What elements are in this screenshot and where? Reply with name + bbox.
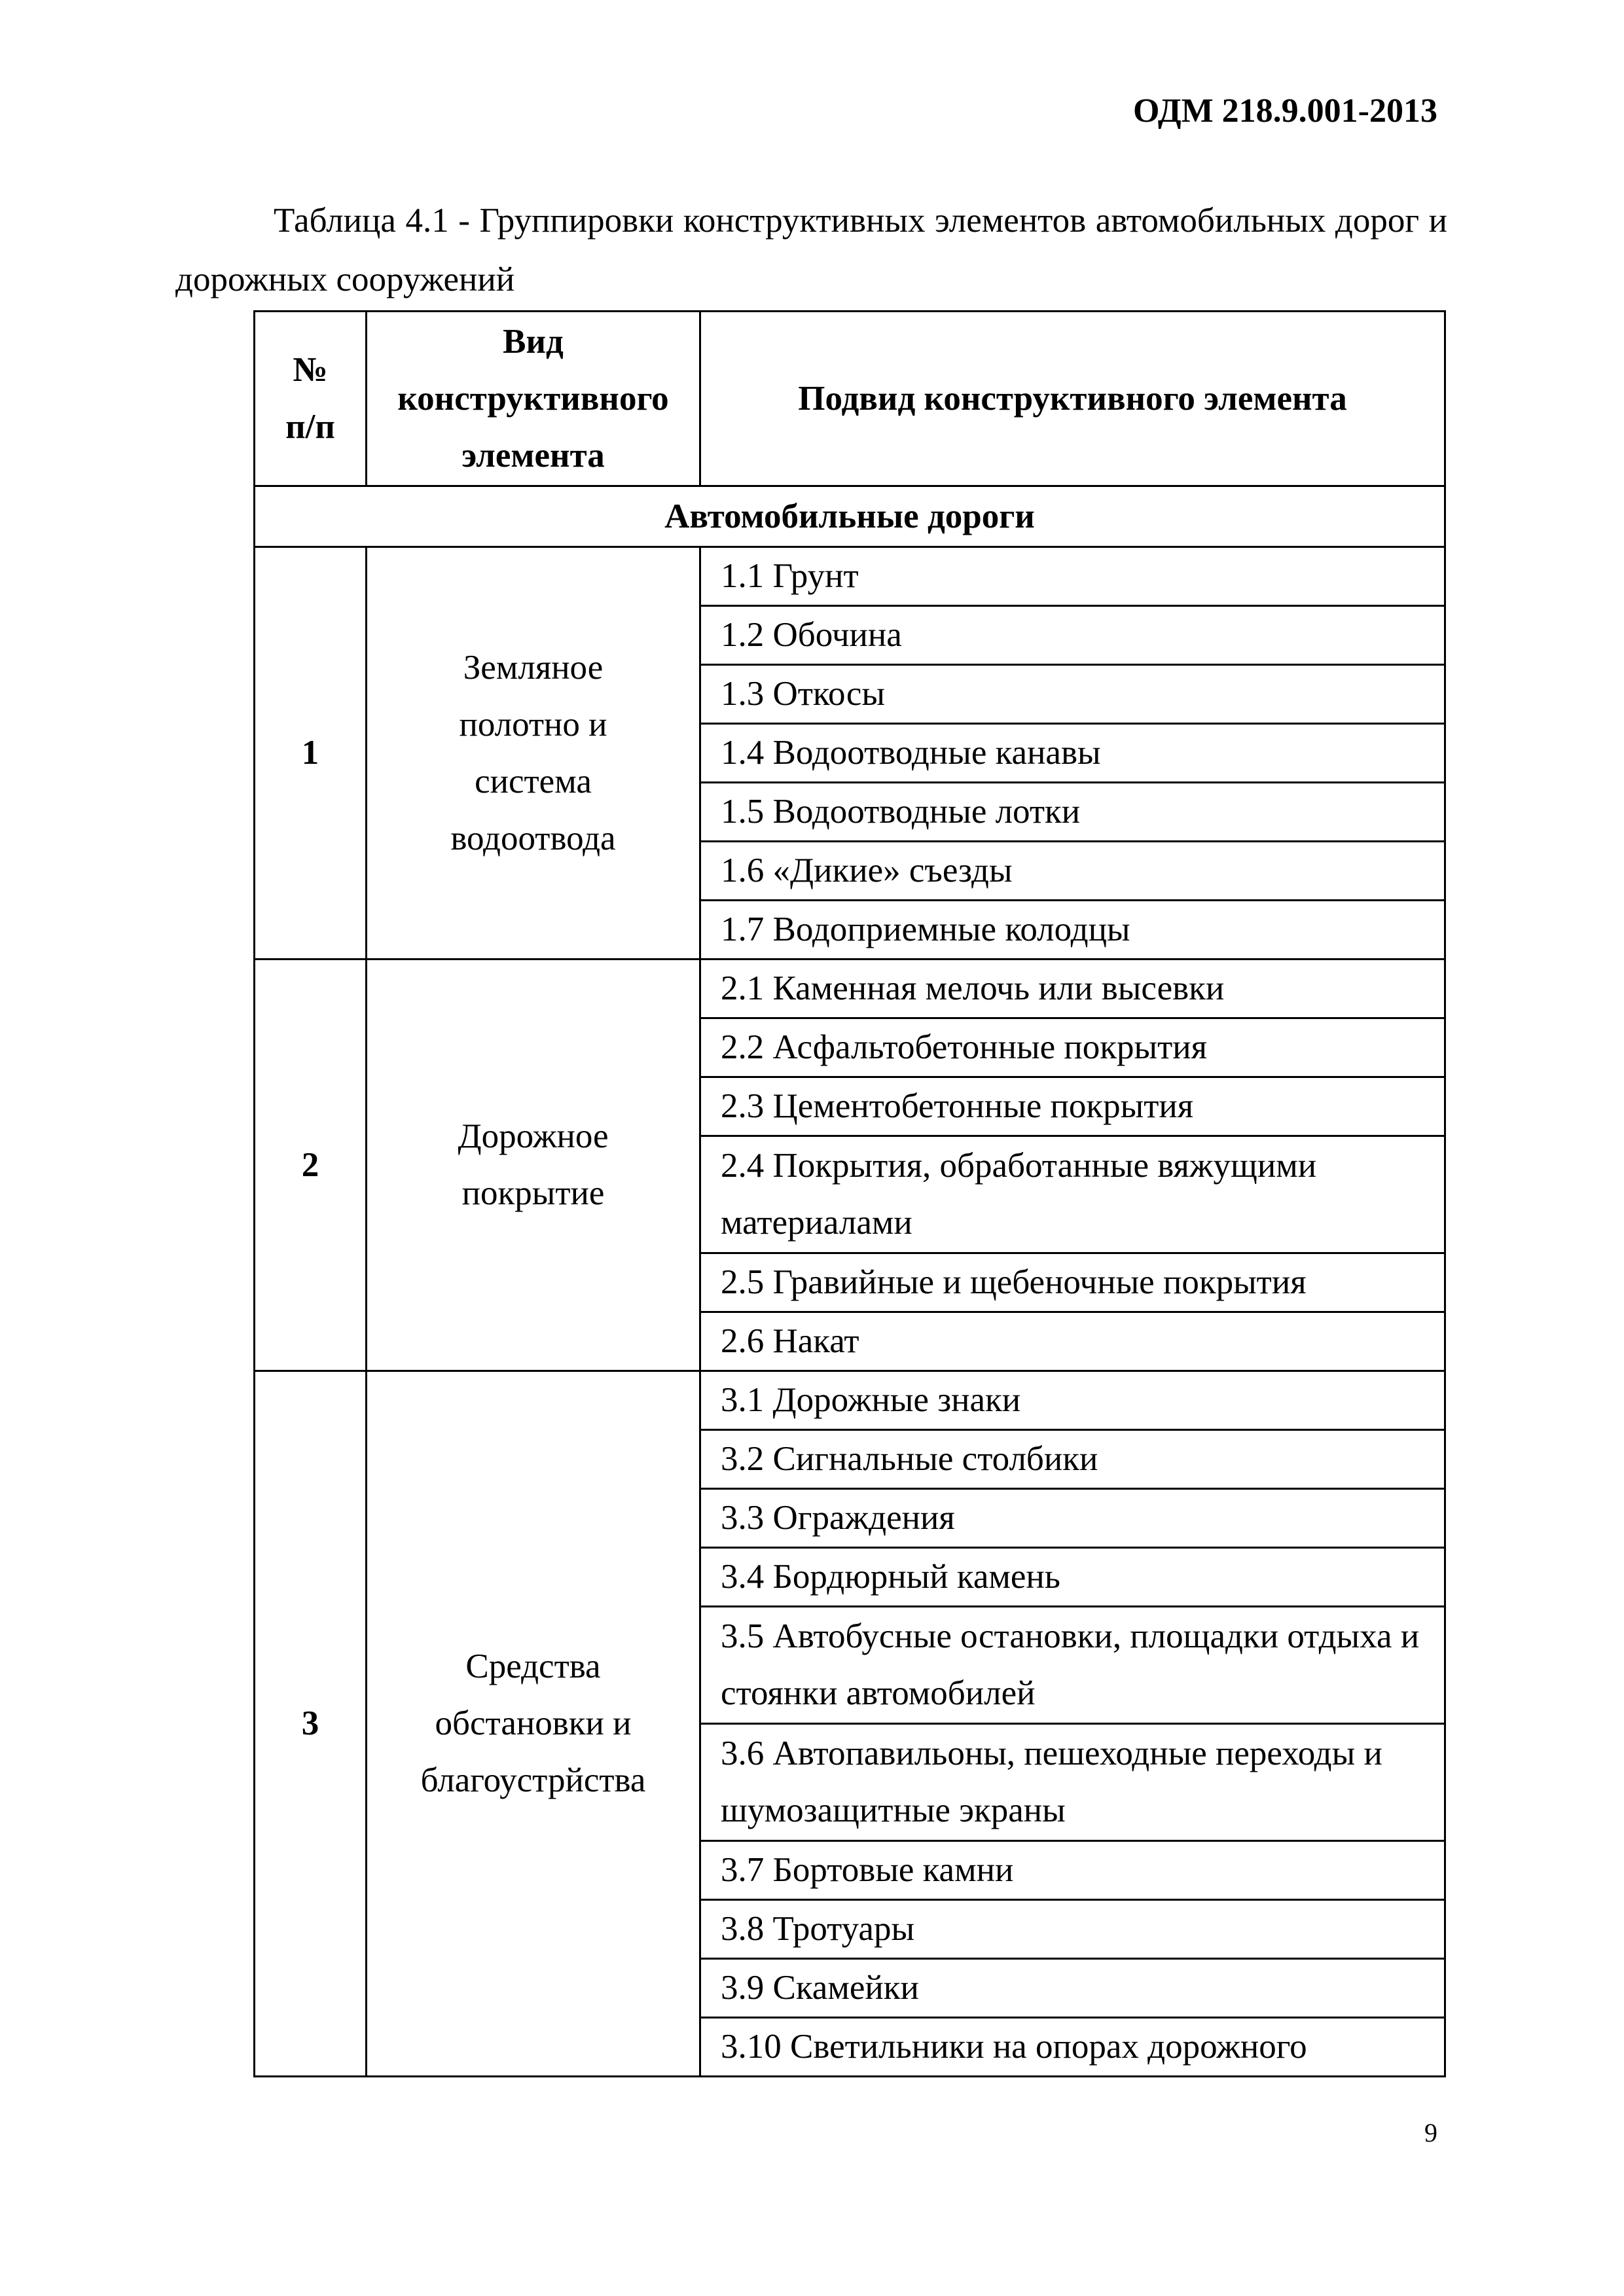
subtype-cell: 3.7 Бортовые камни xyxy=(700,1841,1445,1900)
group-number: 2 xyxy=(255,960,367,1371)
subtype-cell: 1.6 «Дикие» съезды xyxy=(700,842,1445,901)
group-number: 1 xyxy=(255,547,367,960)
subtype-cell: 3.8 Тротуары xyxy=(700,1900,1445,1959)
subtype-cell: 2.3 Цементобетонные покрытия xyxy=(700,1077,1445,1136)
table-caption: Таблица 4.1 - Группировки конструктивных элементов автомобильных дорог и дорожных сооружений xyxy=(175,202,1447,298)
subtype-cell: 1.4 Водоотводные канавы xyxy=(700,724,1445,783)
subtype-cell: 1.7 Водоприемные колодцы xyxy=(700,901,1445,960)
table-row xyxy=(255,960,1445,1018)
subtype-cell: 2.6 Накат xyxy=(700,1312,1445,1371)
elements-table xyxy=(253,310,1446,2077)
subtype-cell: 2.5 Гравийные и щебеночные покрытия xyxy=(700,1253,1445,1312)
subtype-cell: 2.2 Асфальтобетонные покрытия xyxy=(700,1018,1445,1077)
group-kind: Земляное полотно и система водоотвода xyxy=(367,547,700,960)
subtype-cell: 3.10 Светильники на опорах дорожного xyxy=(700,2018,1445,2077)
subtype-cell: 1.1 Грунт xyxy=(700,547,1445,606)
subtype-cell: 3.5 Автобусные остановки, площадки отдыха и стоянки автомобилей xyxy=(700,1607,1445,1724)
subtype-cell: 1.5 Водоотводные лотки xyxy=(700,783,1445,842)
subtype-cell: 1.2 Обочина xyxy=(700,606,1445,665)
section-row xyxy=(255,486,1445,547)
group-kind: Дорожное покрытие xyxy=(367,960,700,1371)
group-kind: Средства обстановки и благоустрйства xyxy=(367,1371,700,2077)
subtype-cell: 3.1 Дорожные знаки xyxy=(700,1371,1445,1430)
table-header-row xyxy=(255,312,1445,486)
subtype-cell: 3.2 Сигнальные столбики xyxy=(700,1430,1445,1489)
group-number: 3 xyxy=(255,1371,367,2077)
subtype-cell: 2.1 Каменная мелочь или высевки xyxy=(700,960,1445,1018)
subtype-cell: 3.6 Автопавильоны, пешеходные переходы и шумозащитные экраны xyxy=(700,1724,1445,1841)
subtype-cell: 2.4 Покрытия, обработанные вяжущими материалами xyxy=(700,1136,1445,1253)
table-row xyxy=(255,547,1445,606)
header-num: № п/п xyxy=(255,312,367,486)
subtype-cell: 1.3 Откосы xyxy=(700,665,1445,724)
subtype-cell: 3.9 Скамейки xyxy=(700,1959,1445,2018)
subtype-cell: 3.3 Ограждения xyxy=(700,1489,1445,1548)
header-sub: Подвид конструктивного элемента xyxy=(700,312,1445,486)
subtype-cell: 3.4 Бордюрный камень xyxy=(700,1548,1445,1607)
section-title: Автомобильные дороги xyxy=(255,486,1445,547)
page-number: 9 xyxy=(1424,2118,1437,2147)
header-kind: Вид конструктивного элемента xyxy=(367,312,700,486)
document-code: ОДМ 218.9.001-2013 xyxy=(1132,92,1437,130)
table-row xyxy=(255,1371,1445,1430)
